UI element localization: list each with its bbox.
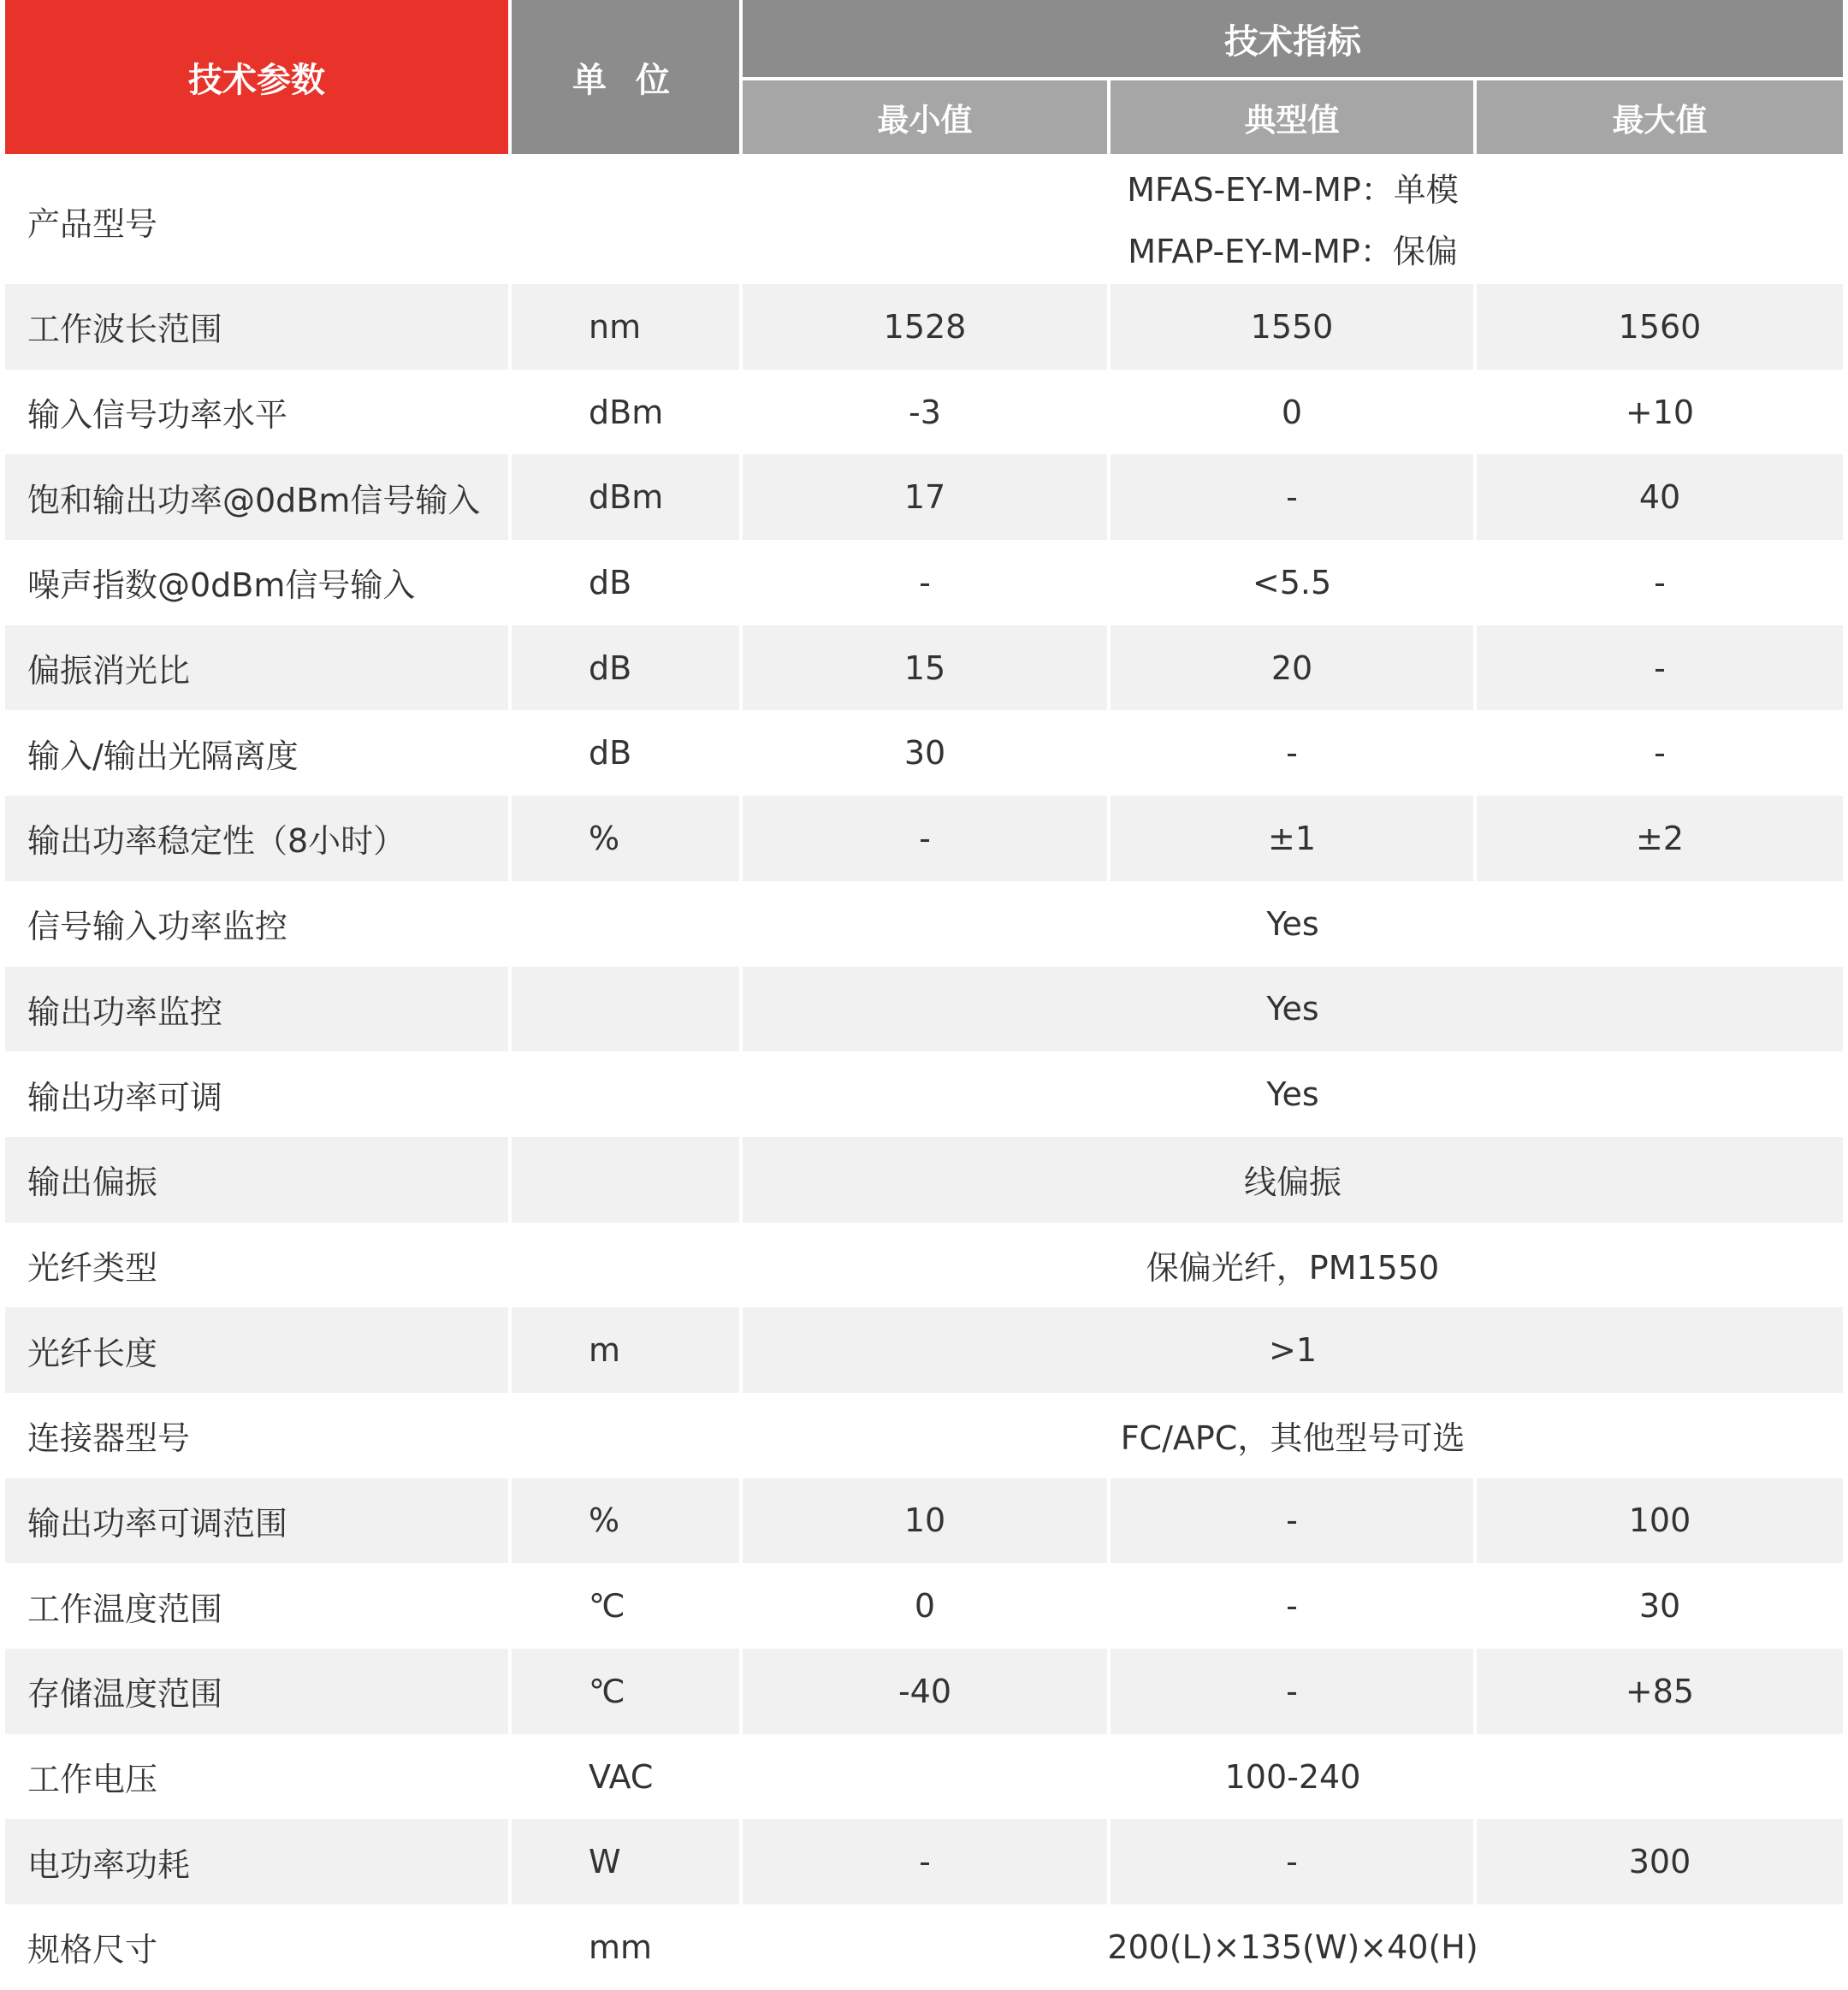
max-value: -: [1477, 710, 1843, 796]
param-unit: [512, 881, 743, 967]
param-name: 输出功率可调范围: [5, 1478, 512, 1564]
max-value: 30: [1477, 1563, 1843, 1649]
typ-value: -: [1111, 454, 1477, 540]
table-row: [5, 710, 1843, 796]
max-value: +85: [1477, 1649, 1843, 1734]
spec-value: 线偏振: [743, 1137, 1843, 1223]
spec-value: Yes: [743, 881, 1843, 967]
table-row: [5, 284, 1843, 370]
table-row: [5, 625, 1843, 711]
spec-value: 100-240: [743, 1734, 1843, 1820]
min-value: -3: [743, 370, 1111, 455]
param-name: 产品型号: [5, 157, 512, 284]
max-value: ±2: [1477, 796, 1843, 881]
spec-value: >1: [743, 1307, 1843, 1393]
table-row: [5, 1393, 1843, 1478]
typ-value: -: [1111, 1563, 1477, 1649]
max-value: +10: [1477, 370, 1843, 455]
table-row: [5, 1734, 1843, 1820]
typ-value: 1550: [1111, 284, 1477, 370]
param-unit: [512, 1137, 743, 1223]
param-unit: mm: [512, 1904, 743, 1990]
min-value: -: [743, 796, 1111, 881]
model-cell: [743, 157, 1843, 284]
param-name: 光纤类型: [5, 1223, 512, 1308]
param-unit: dB: [512, 710, 743, 796]
typ-value: -: [1111, 710, 1477, 796]
typ-value: 20: [1111, 625, 1477, 711]
param-name: 存储温度范围: [5, 1649, 512, 1734]
table-row: [5, 1563, 1843, 1649]
param-name: 工作波长范围: [5, 284, 512, 370]
typ-value: -: [1111, 1649, 1477, 1734]
min-value: 0: [743, 1563, 1111, 1649]
typ-value: -: [1111, 1819, 1477, 1904]
header-typ: 典型值: [1111, 80, 1477, 157]
table-row: [5, 1307, 1843, 1393]
spec-value: Yes: [743, 967, 1843, 1052]
header-max: 最大值: [1477, 80, 1843, 157]
param-name: 输出偏振: [5, 1137, 512, 1223]
table-row: [5, 1478, 1843, 1564]
param-name: 信号输入功率监控: [5, 881, 512, 967]
table-row: [5, 796, 1843, 881]
param-unit: m: [512, 1307, 743, 1393]
spec-value: FC/APC，其他型号可选: [743, 1393, 1843, 1478]
min-value: 30: [743, 710, 1111, 796]
typ-value: ±1: [1111, 796, 1477, 881]
param-unit: %: [512, 1478, 743, 1564]
table-row: [5, 881, 1843, 967]
param-name: 电功率功耗: [5, 1819, 512, 1904]
spec-value: 保偏光纤，PM1550: [743, 1223, 1843, 1308]
param-unit: [512, 1223, 743, 1308]
table-row: [5, 1904, 1843, 1990]
typ-value: -: [1111, 1478, 1477, 1564]
param-name: 偏振消光比: [5, 625, 512, 711]
table-row: [5, 454, 1843, 540]
max-value: -: [1477, 540, 1843, 625]
param-name: 工作温度范围: [5, 1563, 512, 1649]
max-value: 100: [1477, 1478, 1843, 1564]
min-value: 1528: [743, 284, 1111, 370]
param-name: 连接器型号: [5, 1393, 512, 1478]
header-spec: 技术指标: [743, 0, 1843, 80]
header-min: 最小值: [743, 80, 1111, 157]
table-row: [5, 1649, 1843, 1734]
spec-table: [5, 0, 1843, 1990]
min-value: 17: [743, 454, 1111, 540]
table-row: [5, 1819, 1843, 1904]
param-unit: [512, 967, 743, 1052]
spec-value: 200(L)×135(W)×40(H): [743, 1904, 1843, 1990]
spec-value: Yes: [743, 1051, 1843, 1137]
max-value: -: [1477, 625, 1843, 711]
param-name: 输出功率监控: [5, 967, 512, 1052]
param-name: 输出功率可调: [5, 1051, 512, 1137]
param-name: 饱和输出功率@0dBm信号输入: [5, 454, 512, 540]
param-unit: dB: [512, 625, 743, 711]
param-name: 输出功率稳定性（8小时）: [5, 796, 512, 881]
param-name: 输入信号功率水平: [5, 370, 512, 455]
param-unit: ℃: [512, 1649, 743, 1734]
min-value: 15: [743, 625, 1111, 711]
table-row: [5, 1051, 1843, 1137]
param-unit: ℃: [512, 1563, 743, 1649]
param-name: 噪声指数@0dBm信号输入: [5, 540, 512, 625]
param-unit: [512, 1051, 743, 1137]
typ-value: 0: [1111, 370, 1477, 455]
table-row: [5, 1137, 1843, 1223]
min-value: 10: [743, 1478, 1111, 1564]
param-name: 规格尺寸: [5, 1904, 512, 1990]
param-name: 光纤长度: [5, 1307, 512, 1393]
max-value: 40: [1477, 454, 1843, 540]
param-unit: nm: [512, 284, 743, 370]
param-unit: %: [512, 796, 743, 881]
param-unit: dB: [512, 540, 743, 625]
max-value: 300: [1477, 1819, 1843, 1904]
param-unit: dBm: [512, 370, 743, 455]
param-unit: [512, 1393, 743, 1478]
param-unit: W: [512, 1819, 743, 1904]
min-value: -: [743, 1819, 1111, 1904]
table-row: [5, 540, 1843, 625]
table-row: [5, 967, 1843, 1052]
param-unit: VAC: [512, 1734, 743, 1820]
param-name: 输入/输出光隔离度: [5, 710, 512, 796]
param-unit: dBm: [512, 454, 743, 540]
param-name: 工作电压: [5, 1734, 512, 1820]
model-line-2: MFAP-EY-M-MP：保偏: [1128, 233, 1458, 270]
param-unit: [512, 157, 743, 284]
header-unit: 单 位: [512, 0, 743, 157]
model-line-1: MFAS-EY-M-MP：单模: [1127, 171, 1459, 209]
max-value: 1560: [1477, 284, 1843, 370]
typ-value: <5.5: [1111, 540, 1477, 625]
header-param: 技术参数: [5, 0, 512, 157]
table-row: [5, 157, 1843, 284]
min-value: -40: [743, 1649, 1111, 1734]
table-row: [5, 370, 1843, 455]
table-row: [5, 1223, 1843, 1308]
min-value: -: [743, 540, 1111, 625]
